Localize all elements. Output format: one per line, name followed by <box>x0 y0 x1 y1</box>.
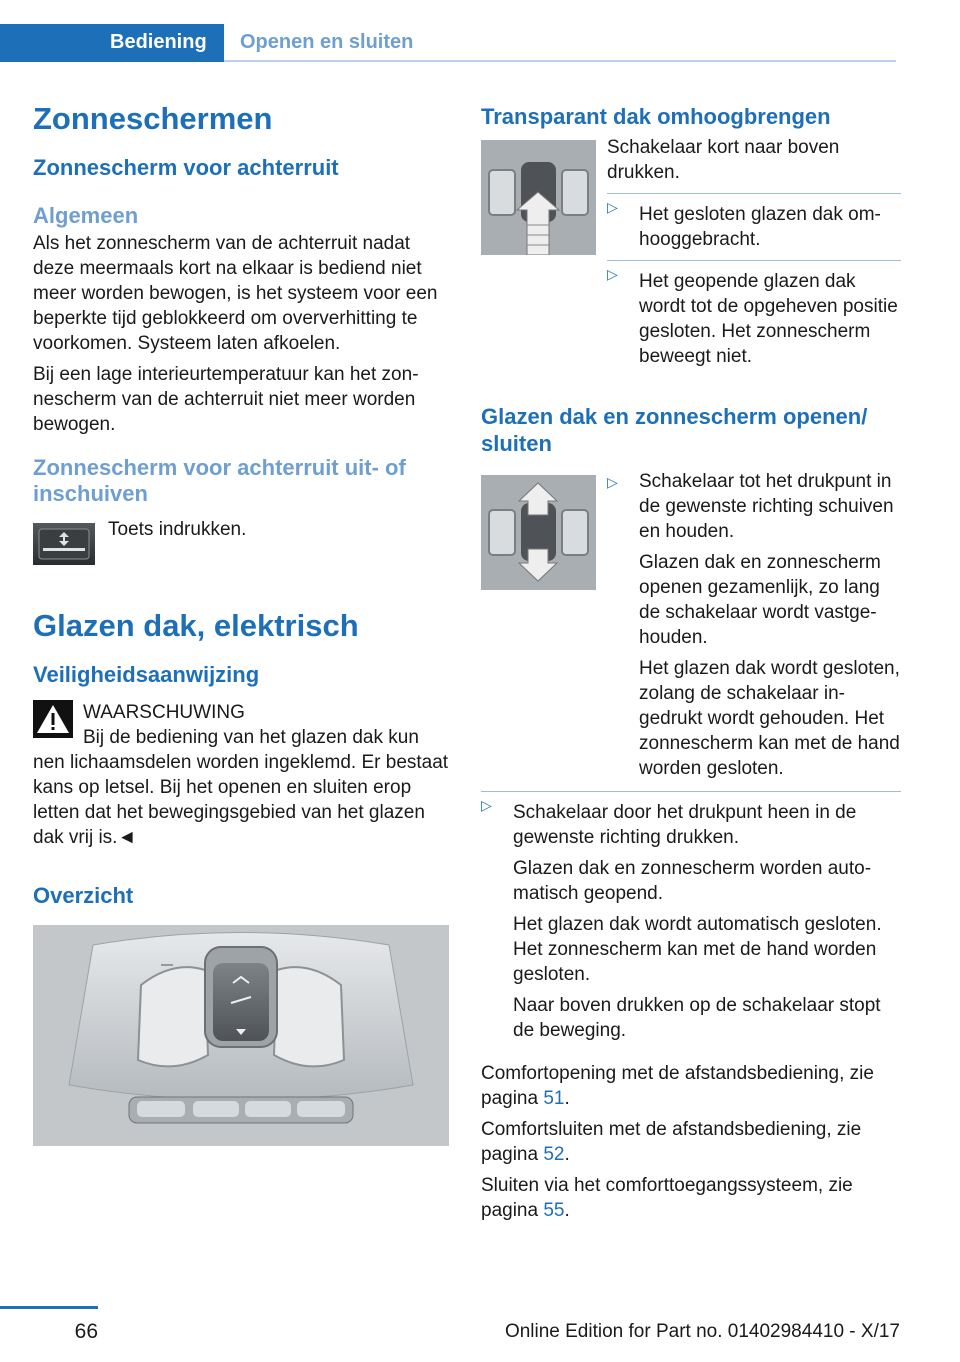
chapter-tab[interactable]: Bediening <box>0 24 224 62</box>
page-link-51[interactable]: 51 <box>543 1088 565 1109</box>
paragraph-low-temp: Bij een lage interieurtemperatuur kan het zonnescherm van de achterruit niet meer worden bewogen. <box>33 364 419 435</box>
page-number: 66 <box>74 1320 98 1343</box>
page-header <box>0 0 960 62</box>
open-item-2-stop: Naar boven drukken op de schakelaar stopt de beweging. <box>513 995 881 1041</box>
open-item-2: ▷ Schakelaar door het drukpunt heen in de gewenste richting drukken. Glazen dak en zonnescherm worden automatisch geopend. Het glazen dak wordt automatisch gesloten. Het zonnescherm kan met de hand worden gesloten. Naar boven drukken op de schakelaar stopt de beweging. <box>481 791 901 1043</box>
header-divider <box>224 60 896 62</box>
button-instruction <box>33 519 449 569</box>
switch-up-arrow-icon <box>481 140 596 255</box>
warning-text: nen lichaamsdelen worden ingeklemd. Er bestaat kans op letsel. Bij het openen en sluiten erop letten dat het bewegingsgebied van het glazen dak vrij is.◄ <box>33 752 449 848</box>
sunshade-button-image <box>33 523 95 565</box>
heading-sunshades: Zonneschermen <box>33 101 273 136</box>
warning-text-first-line: Bij de bediening van het glazen dak kun <box>83 727 419 748</box>
open-item-2-auto-close: Het glazen dak wordt automatisch gesloten. Het zonnescherm kan met de hand worden gesloten. <box>513 914 882 985</box>
paragraph-press-button: Toets indrukken. <box>108 519 247 540</box>
edition-note: Online Edition for Part no. 01402984410 - X/17 <box>504 1321 900 1342</box>
paragraph-comfort-access: Sluiten via het comforttoegangssysteem, zie pagina 55. <box>481 1175 853 1221</box>
raise-section <box>481 135 901 369</box>
heading-slide-sunshade: Zonnescherm voor achterruit uit- of inschuiven <box>33 455 406 506</box>
open-item-1-detail: Glazen dak en zonnescherm openen gezamenlijk, zo lang de schakelaar wordt vastgehouden. <box>639 552 881 648</box>
page-link-55[interactable]: 55 <box>543 1200 565 1221</box>
paragraph-comfort-open: Comfortopening met de afstandsbediening, zie pagina 51. <box>481 1063 874 1109</box>
heading-overview: Overzicht <box>33 883 134 908</box>
switch-up-down-arrow-icon <box>481 475 596 590</box>
section-tab[interactable]: Openen en sluiten <box>240 31 414 53</box>
page-link-52[interactable]: 52 <box>543 1144 565 1165</box>
raise-item-2: ▷ Het geopende glazen dak wordt tot de opgeheven positie gesloten. Het zonnescherm beweegt niet. <box>607 260 901 369</box>
heading-open-close: Glazen dak en zonnescherm openen/ sluiten <box>481 404 868 456</box>
heading-rear-sunshade: Zonnescherm voor achterruit <box>33 155 339 180</box>
raise-item-1: ▷ Het gesloten glazen dak omhooggebracht. <box>607 193 901 252</box>
roof-console-image <box>33 925 449 1146</box>
open-item-2-auto-open: Glazen dak en zonnescherm worden automatisch geopend. <box>513 858 872 904</box>
raise-switch-image <box>481 140 596 255</box>
open-item-1-closing: Het glazen dak wordt gesloten, zolang de schakelaar ingedrukt wordt gehouden. Het zonnescherm kan met de hand worden gesloten. <box>639 658 900 779</box>
triangle-bullet-icon: ▷ <box>481 797 492 813</box>
left-column <box>33 100 449 1146</box>
warning-block <box>33 700 449 850</box>
heading-glass-roof: Glazen dak, elektrisch <box>33 608 359 643</box>
heading-raise-roof: Transparant dak omhoogbrengen <box>481 104 831 129</box>
warning-icon <box>33 700 73 738</box>
open-close-switch-image <box>481 475 596 590</box>
sunshade-button-icon <box>33 523 95 565</box>
paragraph-general: Als het zonnescherm van de achterruit nadat deze meermaals kort na elkaar is bediend niet meer worden bewogen, is het systeem voor een beperkte tijd geblokkeerd om oververhitting te voorkomen. Systeem laten afkoelen. <box>33 233 438 354</box>
triangle-bullet-icon: ▷ <box>607 266 618 282</box>
warning-title: WAARSCHUWING <box>83 702 245 723</box>
open-close-section <box>481 469 901 1043</box>
triangle-bullet-icon: ▷ <box>607 474 618 490</box>
heading-safety: Veiligheidsaanwijzing <box>33 662 260 687</box>
footer-divider <box>0 1306 98 1309</box>
heading-general: Algemeen <box>33 203 139 228</box>
overhead-console-illustration <box>33 925 449 1146</box>
open-item-1: ▷ Schakelaar tot het drukpunt in de gewenste richting schuiven en houden. Glazen dak en zonnescherm openen gezamenlijk, zo lang de schakelaar wordt vastgehouden. Het glazen dak wordt gesloten, zolang de schakelaar ingedrukt wordt gehouden. Het zonnescherm kan met de hand worden gesloten. <box>607 471 900 779</box>
paragraph-raise: Schakelaar kort naar boven drukken. <box>607 137 840 183</box>
triangle-bullet-icon: ▷ <box>607 199 618 215</box>
right-column <box>481 100 901 1223</box>
paragraph-comfort-close: Comfortsluiten met de afstandsbediening, zie pagina 52. <box>481 1119 862 1165</box>
